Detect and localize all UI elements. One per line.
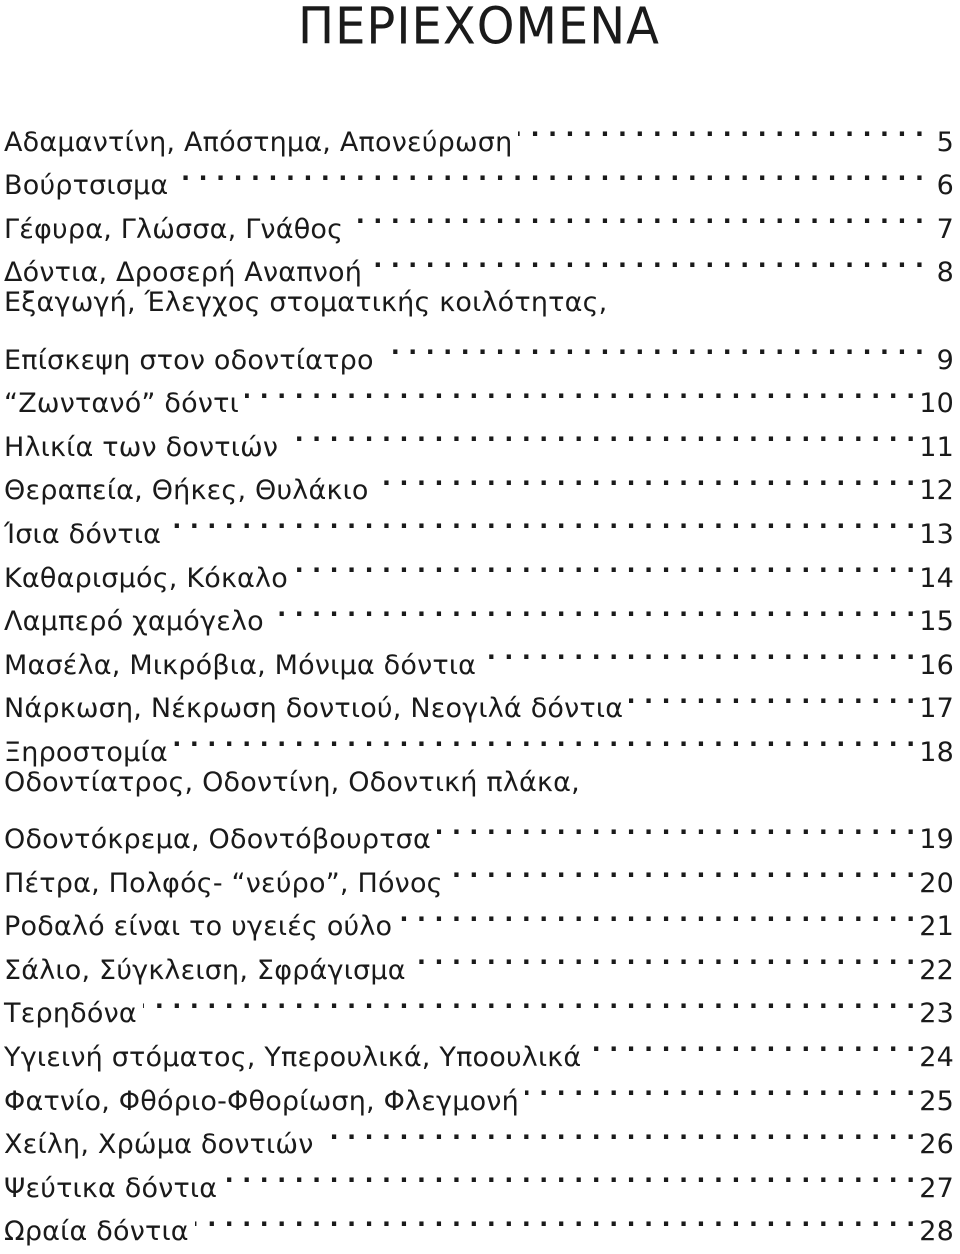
toc-entry-label: Ροδαλό είναι το υγειές ούλο: [4, 911, 393, 943]
toc-entry-label: Ηλικία των δοντιών: [4, 431, 279, 463]
toc-entry-label: Ξηροστομία: [4, 736, 168, 768]
dot-leader: [380, 325, 924, 369]
toc-entry-label: “Ζωντανό” δόντι: [4, 388, 239, 420]
toc-entry-label: Νάρκωση, Νέκρωση δοντιού, Νεογιλά δόντια: [4, 693, 624, 725]
toc-entry-label: Επίσκεψη στον οδοντίατρο: [4, 344, 374, 376]
page-title: ΠΕΡΙΕΧΟΜΕΝΑ: [298, 0, 660, 57]
dot-leader: [349, 194, 924, 238]
dot-leader: [245, 369, 915, 413]
toc-entry-page-number: 8: [936, 257, 954, 289]
dot-leader: [284, 412, 915, 456]
dot-leader: [174, 717, 915, 761]
toc-entry-page-number: 15: [919, 606, 954, 638]
toc-entry-label: Ψεύτικα δόντια: [4, 1172, 218, 1204]
toc-entry-page-number: 11: [919, 431, 954, 463]
toc-entry-page-number: 17: [919, 693, 954, 725]
toc-entry-label: Θεραπεία, Θήκες, Θυλάκιο: [4, 475, 369, 507]
toc-entry: [4, 979, 954, 1030]
dot-leader: [167, 499, 915, 543]
dot-leader: [525, 1066, 915, 1110]
toc-entry-page-number: 26: [919, 1129, 954, 1161]
toc-entry-page-number: 5: [936, 126, 954, 158]
toc-entry-label: Υγιεινή στόματος, Υπερουλικά, Υποουλικά: [4, 1042, 582, 1074]
toc-entry-page-number: 10: [919, 388, 954, 420]
dot-leader: [223, 1153, 915, 1197]
toc-entry-page-number: 9: [936, 344, 954, 376]
toc-entry-page-number: 25: [919, 1085, 954, 1117]
dot-leader: [375, 456, 916, 500]
toc-entry-label: Λαμπερό χαμόγελο: [4, 606, 264, 638]
toc-entry-label: Βούρτσισμα: [4, 170, 169, 202]
toc-entry-page-number: 28: [919, 1216, 954, 1248]
toc-entry: [4, 761, 954, 805]
toc-entry-label: Καθαρισμός, Κόκαλο: [4, 562, 288, 594]
toc-entry: [4, 805, 954, 856]
toc-entry-label: Γέφυρα, Γλώσσα, Γνάθος: [4, 213, 344, 245]
dot-leader: [587, 1022, 915, 1066]
dot-leader: [294, 543, 915, 587]
dot-leader: [143, 979, 915, 1023]
toc-entry-page-number: 27: [919, 1172, 954, 1204]
toc-entry-page-number: 18: [919, 736, 954, 768]
toc-entry-page-number: 23: [919, 998, 954, 1030]
dot-leader: [174, 151, 924, 195]
table-of-contents: [4, 107, 954, 1248]
toc-entry-label: Πέτρα, Πολφός- “νεύρο”, Πόνος: [4, 867, 443, 899]
toc-entry-label: Εξαγωγή, Έλεγχος στοματικής κοιλότητας,: [4, 287, 608, 319]
toc-entry: [4, 1022, 954, 1074]
dot-leader: [437, 805, 915, 849]
dot-leader: [412, 935, 915, 979]
toc-entry: [4, 281, 954, 325]
toc-entry-label: Σάλιο, Σύγκλειση, Σφράγισμα: [4, 954, 406, 986]
dot-leader: [195, 1197, 915, 1241]
toc-entry-page-number: 19: [919, 824, 954, 856]
toc-entry-page-number: 14: [919, 562, 954, 594]
dot-leader: [368, 238, 924, 282]
toc-entry: [4, 107, 954, 158]
dot-leader: [398, 892, 915, 936]
toc-entry-page-number: 22: [919, 954, 954, 986]
toc-entry-page-number: 7: [936, 213, 954, 245]
toc-entry-label: Οδοντόκρεμα, Οδοντόβουρτσα: [4, 824, 431, 856]
dot-leader: [449, 848, 916, 892]
toc-entry-page-number: 12: [919, 475, 954, 507]
toc-entry-label: Δόντια, Δροσερή Αναπνοή: [4, 257, 363, 289]
toc-entry-label: Αδαμαντίνη, Απόστημα, Απονεύρωση: [4, 126, 513, 158]
toc-entry-label: Ωραία δόντια: [4, 1216, 189, 1248]
dot-leader: [482, 630, 915, 674]
toc-entry-label: Τερηδόνα: [4, 998, 137, 1030]
toc-entry-page-number: 16: [919, 649, 954, 681]
dot-leader: [629, 674, 915, 718]
toc-entry: [4, 325, 954, 376]
toc-entry-page-number: 24: [919, 1042, 954, 1074]
toc-entry-label: Μασέλα, Μικρόβια, Μόνιμα δόντια: [4, 649, 477, 681]
dot-leader: [270, 587, 915, 631]
toc-entry-label: Φατνίο, Φθόριο-Φθορίωση, Φλεγμονή: [4, 1085, 519, 1117]
dot-leader: [518, 107, 924, 151]
toc-entry-label: Οδοντίατρος, Οδοντίνη, Οδοντική πλάκα,: [4, 766, 580, 798]
toc-entry-page-number: 13: [919, 518, 954, 550]
toc-entry-label: Ίσια δόντια: [4, 518, 162, 550]
dot-leader: [320, 1110, 916, 1154]
toc-entry-page-number: 6: [936, 170, 954, 202]
toc-entry-page-number: 21: [919, 911, 954, 943]
toc-entry-page-number: 20: [919, 867, 954, 899]
toc-entry-label: Χείλη, Χρώμα δοντιών: [4, 1129, 314, 1161]
